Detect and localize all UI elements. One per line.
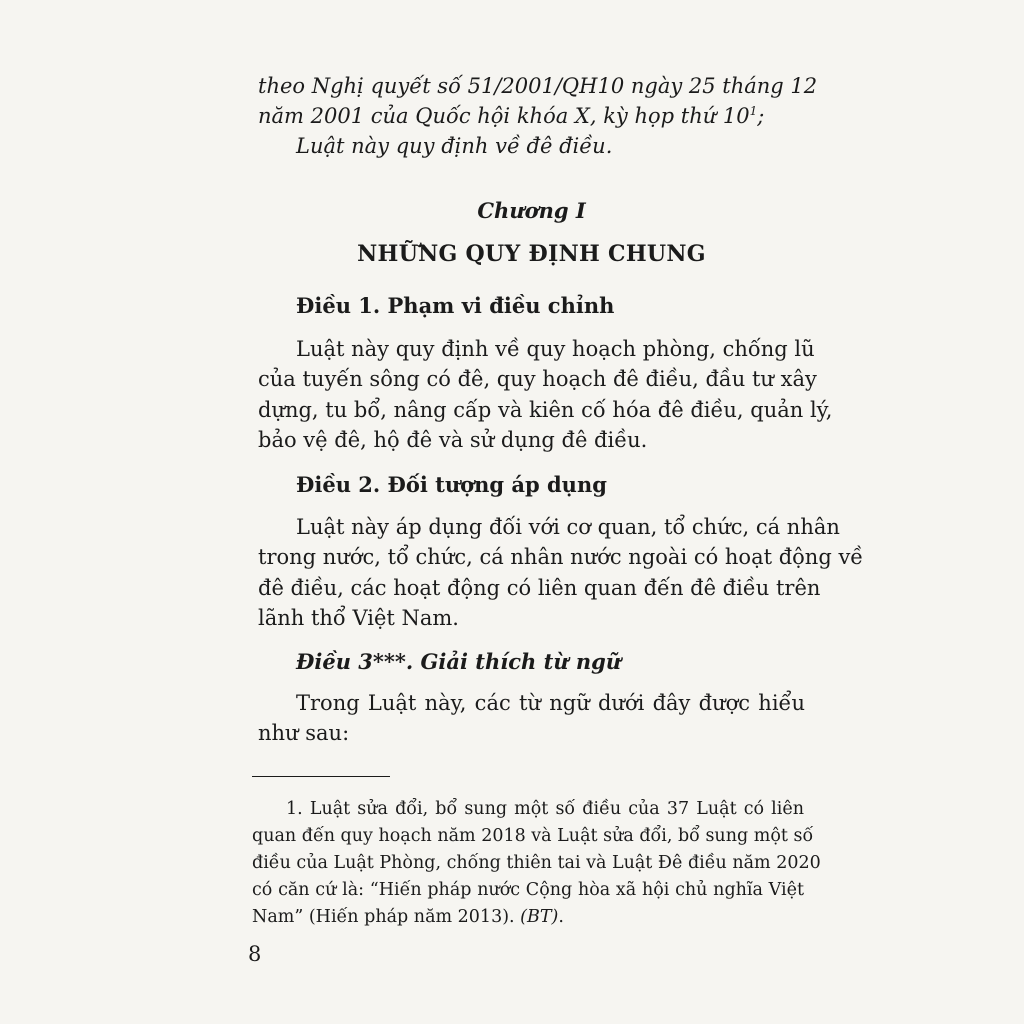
- footnote-line: 1. Luật sửa đổi, bổ sung một số điều của 37 Luật có liên: [286, 799, 804, 819]
- chapter-label: Chương I: [477, 198, 586, 223]
- article-2-line: lãnh thổ Việt Nam.: [258, 606, 459, 630]
- footnote-line: có căn cứ là: “Hiến pháp nước Cộng hòa xã hội chủ nghĩa Việt: [252, 880, 804, 900]
- page-number: 8: [248, 942, 262, 966]
- footnote-source: (BT): [520, 907, 559, 927]
- intro-line-2-text: năm 2001 của Quốc hội khóa X, kỳ họp thứ 10: [258, 104, 750, 128]
- article-3-line: như sau:: [258, 721, 350, 745]
- footnote-separator: [252, 776, 390, 777]
- footnote-last-line: [252, 904, 804, 931]
- article-1-line: dựng, tu bổ, nâng cấp và kiên cố hóa đê điều, quản lý,: [258, 398, 833, 422]
- article-3-heading: Điều 3***. Giải thích từ ngữ: [296, 649, 622, 674]
- intro-line-2: [258, 102, 805, 130]
- chapter-title: NHỮNG QUY ĐỊNH CHUNG: [357, 241, 706, 267]
- footnote-last-text: Nam” (Hiến pháp năm 2013).: [252, 907, 521, 927]
- intro-line-1: theo Nghị quyết số 51/2001/QH10 ngày 25 tháng 12: [258, 74, 818, 98]
- article-1-line: bảo vệ đê, hộ đê và sử dụng đê điều.: [258, 428, 648, 452]
- article-1-line: Luật này quy định về quy hoạch phòng, chống lũ: [296, 337, 815, 361]
- article-2-heading: Điều 2. Đối tượng áp dụng: [296, 472, 607, 497]
- intro-line-3: Luật này quy định về đê điều.: [296, 134, 613, 158]
- article-3-line: Trong Luật này, các từ ngữ dưới đây được hiểu: [296, 691, 805, 715]
- article-2-line: Luật này áp dụng đối với cơ quan, tổ chức, cá nhân: [296, 515, 840, 539]
- article-1-line: của tuyến sông có đê, quy hoạch đê điều, đầu tư xây: [258, 367, 817, 391]
- footnote-ref[interactable]: 1: [749, 104, 758, 118]
- article-2-line: đê điều, các hoạt động có liên quan đến đê điều trên: [258, 576, 821, 600]
- footnote-line: quan đến quy hoạch năm 2018 và Luật sửa đổi, bổ sung một số: [252, 826, 814, 846]
- footnote-last-end: .: [558, 907, 564, 927]
- intro-line-2-end: ;: [757, 104, 765, 128]
- article-2-line: trong nước, tổ chức, cá nhân nước ngoài có hoạt động về: [258, 545, 864, 569]
- article-1-heading: Điều 1. Phạm vi điều chỉnh: [296, 293, 615, 318]
- footnote-line: điều của Luật Phòng, chống thiên tai và Luật Đê điều năm 2020: [252, 853, 821, 873]
